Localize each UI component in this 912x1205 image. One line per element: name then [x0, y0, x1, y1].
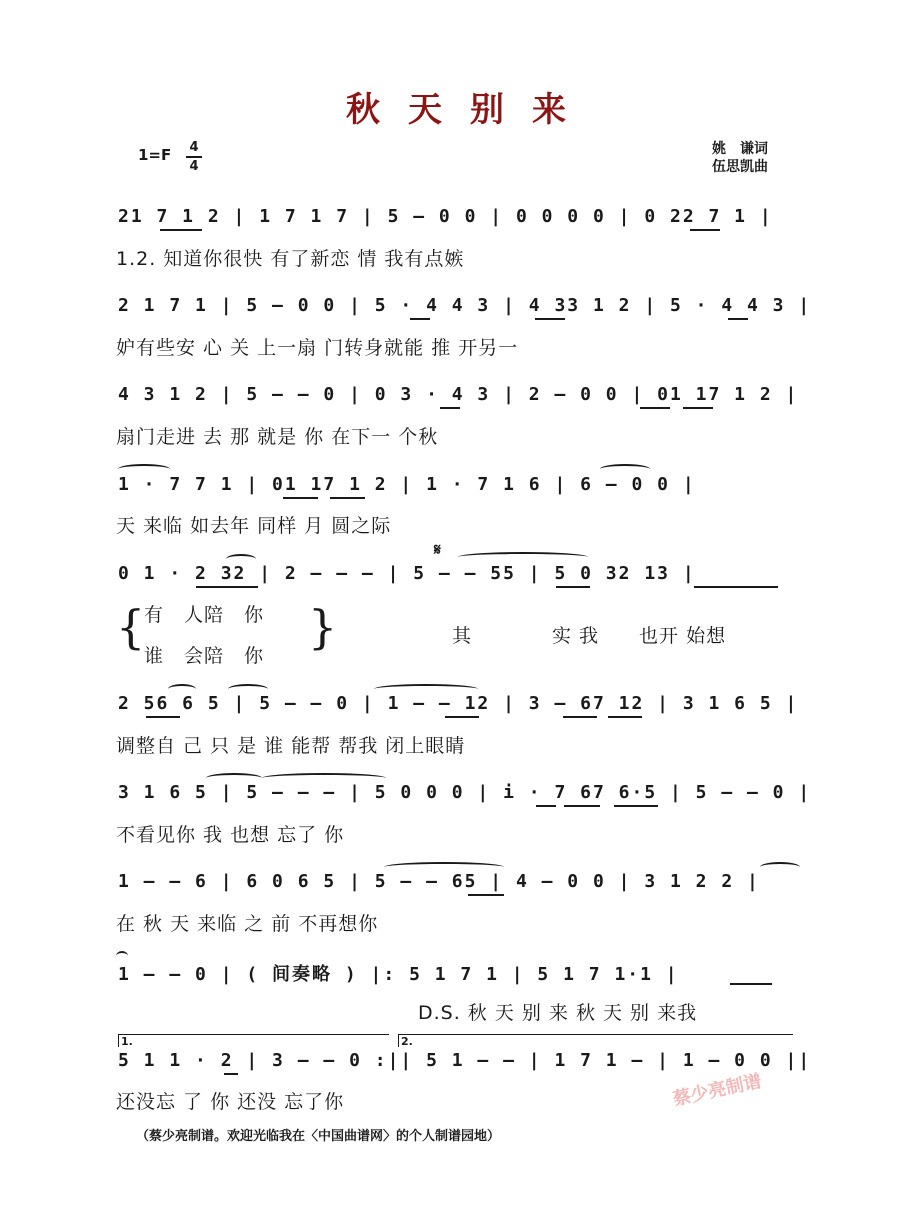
underline: [330, 497, 365, 499]
lyrics-line-7: 不看见你 我 也想 忘了 你: [116, 824, 345, 846]
underline: [440, 407, 460, 409]
notes-line-9: 1 — — 0 | ( 间奏略 ) |: 5 1 7 1 | 5 1 7 1·1 |: [118, 964, 679, 985]
second-ending-bracket: 2.: [398, 1034, 793, 1047]
underline: [683, 407, 713, 409]
composer-credit: 伍思凯曲: [712, 159, 768, 175]
underline: [608, 716, 642, 718]
underline: [614, 805, 658, 807]
lyrics-line-1: 1.2. 知道你很快 有了新恋 情 我有点嫉: [116, 248, 465, 270]
tie-arc: [118, 464, 170, 474]
lyrics-line-6: 调整自 己 只 是 谁 能帮 帮我 闭上眼睛: [116, 735, 466, 757]
underline: [160, 229, 202, 231]
tie-arc: [458, 552, 588, 562]
lyrics-line-4: 天 来临 如去年 同样 月 圆之际: [116, 515, 392, 537]
lyrics-line-3: 扇门走进 去 那 就是 你 在下一 个秋: [116, 426, 439, 448]
underline: [146, 716, 180, 718]
first-ending-bracket: 1.: [118, 1034, 389, 1047]
underline: [694, 586, 778, 588]
lyrics-line-5b: 谁 会陪 你: [144, 645, 265, 667]
watermark: 蔡少亮制谱: [671, 1070, 764, 1111]
underline: [535, 318, 565, 320]
footer-note: （蔡少亮制谱。欢迎光临我在〈中国曲谱网〉的个人制谱园地）: [136, 1129, 501, 1144]
notes-line-7: 3 1 6 5 | 5 — — — | 5 0 0 0 | i · 7 67 6·5 | 5 — — 0 |: [118, 782, 812, 803]
underline: [640, 407, 670, 409]
underline: [224, 1073, 238, 1075]
time-denominator: 4: [189, 159, 199, 174]
notes-line-8: 1 — — 6 | 6 0 6 5 | 5 — — 65 | 4 — 0 0 | 3 1 2 2 |: [118, 871, 760, 892]
notes-line-10: 5 1 1 · 2 | 3 — — 0 :|| 5 1 — — | 1 7 1 — | 1 — 0 0 ||: [118, 1050, 812, 1071]
right-brace: }: [308, 600, 338, 654]
segno: 𝄋: [434, 540, 441, 559]
notes-line-5: 0 1 · 2 32 | 2 — — — | 5 — — 55 | 5 0 32 13 |: [118, 563, 696, 584]
page-title: 秋天别来: [346, 90, 594, 130]
underline: [730, 983, 772, 985]
lyrics-line-5a: 有 人陪 你: [144, 604, 265, 626]
underline: [556, 586, 590, 588]
underline: [563, 716, 597, 718]
lyricist-credit: 姚 谦词: [712, 141, 768, 157]
notes-line-3: 4 3 1 2 | 5 — — 0 | 0 3 · 4 3 | 2 — 0 0 | 01 17 1 2 |: [118, 384, 799, 405]
underline: [690, 229, 720, 231]
underline: [468, 894, 504, 896]
notes-line-2: 2 1 7 1 | 5 — 0 0 | 5 · 4 4 3 | 4 33 1 2 | 5 · 4 4 3 |: [118, 295, 812, 316]
lyrics-line-5-right: 其 实 我 也开 始想: [452, 625, 727, 647]
left-brace: {: [116, 600, 146, 654]
notes-line-6: 2 56 6 5 | 5 — — 0 | 1 — — 12 | 3 — 67 12 | 3 1 6 5 |: [118, 693, 799, 714]
underline: [196, 586, 258, 588]
lyrics-line-10: 还没忘 了 你 还没 忘了你: [116, 1091, 345, 1113]
underline: [728, 318, 748, 320]
notes-line-1: 21 7 1 2 | 1 7 1 7 | 5 — 0 0 | 0 0 0 0 | 0 22 7 1 |: [118, 206, 773, 227]
time-numerator: 4: [189, 140, 199, 155]
underline: [283, 497, 318, 499]
tie-arc: [600, 464, 650, 474]
underline: [410, 318, 430, 320]
time-signature: [186, 140, 202, 174]
key-signature: 1=F: [138, 146, 172, 164]
lyrics-line-2: 妒有些安 心 关 上一扇 门转身就能 推 开另一: [116, 337, 519, 359]
tie-arc: [760, 862, 800, 872]
underline: [564, 805, 600, 807]
notes-line-4: 1 · 7 7 1 | 01 17 1 2 | 1 · 7 1 6 | 6 — 0 0 |: [118, 474, 696, 495]
underline: [536, 805, 556, 807]
fraction-bar: [186, 156, 202, 158]
lyrics-line-9: D.S. 秋 天 别 来 秋 天 别 来我: [418, 1002, 698, 1024]
underline: [445, 716, 479, 718]
lyrics-line-8: 在 秋 天 来临 之 前 不再想你: [116, 913, 379, 935]
